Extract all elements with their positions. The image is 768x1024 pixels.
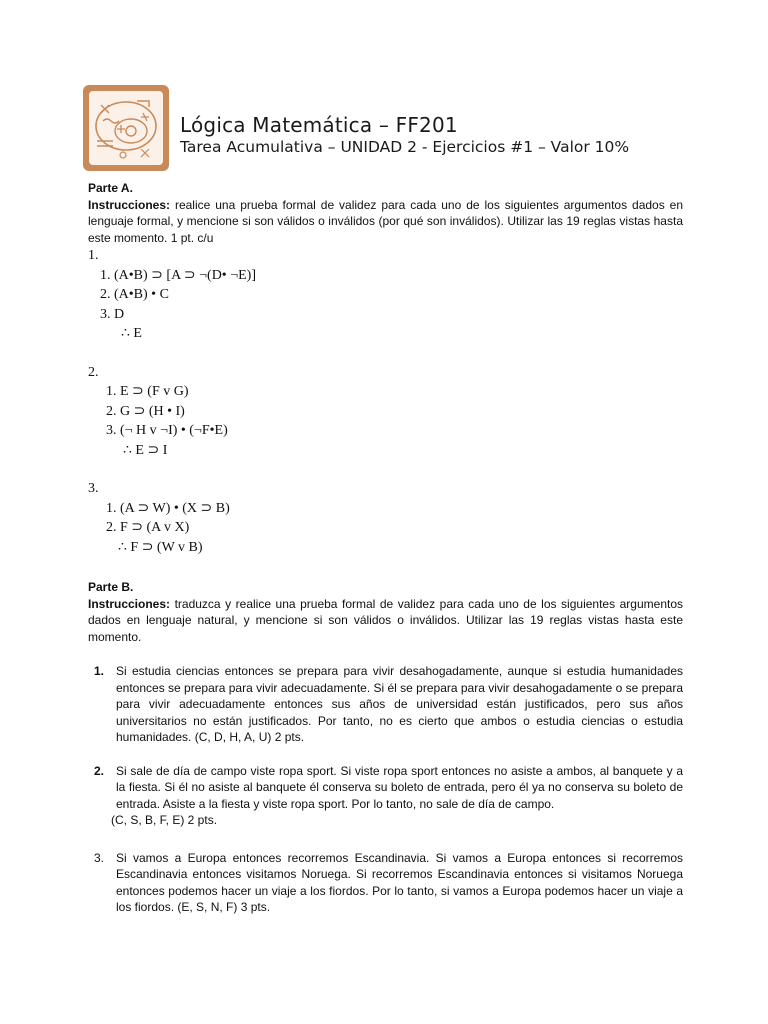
parte-b-instr-text: traduzca y realice una prueba formal de validez para cada uno de los siguientes argumentos dados en lenguaje natural, y mencione si son válidos o inválidos. Utilizar las 19 reglas vistas hasta este momento. [88,596,683,644]
conclusion-line: ∴ F ⊃ (W v B) [118,539,203,555]
exercise-number: 1. [88,248,99,263]
list-item [88,763,683,813]
exercise-number: 3. [88,481,99,496]
list-item-extra: (C, S, B, F, E) 2 pts. [111,813,218,827]
premise-line: 2. (A•B) • C [100,287,169,302]
conclusion-line: ∴ E ⊃ I [123,442,168,458]
premise-line: 1. (A•B) ⊃ [A ⊃ ¬(D• ¬E)] [100,267,256,283]
exercise-2 [88,363,683,461]
parte-a-instr-label: Instrucciones: [88,197,171,212]
list-item-number: 1. [94,664,105,678]
list-item-text: Si vamos a Europa entonces recorremos Escandinavia. Si vamos a Europa entonces si recorremos Escandinavia entonces visitamos Noruega. Si recorremos Escandinavia entonces si visitamos Noruega entonces podemos hacer un viaje a los fiordos. Por lo tanto, si vamos a Europa podemos hacer un viaje a los fiordos. (E, S, N, F) 3 pts. [116,850,683,914]
premise-line: 1. (A ⊃ W) • (X ⊃ B) [106,500,230,516]
premise-line: 3. D [100,306,125,322]
parte-b-heading: Parte B. [88,580,134,594]
page-subtitle: Tarea Acumulativa – UNIDAD 2 - Ejercicios #1 – Valor 10% [180,138,630,156]
exercise-1 [88,246,683,344]
parte-b-instr-label: Instrucciones: [88,596,171,611]
page-title: Lógica Matemática – FF201 [180,113,458,137]
list-item-number: 3. [94,850,105,865]
premise-line: 2. G ⊃ (H • I) [106,403,185,419]
document-body [88,180,683,916]
parte-a-instr-text: realice una prueba formal de validez para cada uno de los siguientes argumentos dados en lenguaje formal, y mencione si son válidos o inválidos (por qué son inválidos). Utilizar las 19 reglas vistas hasta este momento. 1 pt. c/u [88,197,683,245]
premise-line: 2. F ⊃ (A v X) [106,520,190,535]
premise-line: 1. E ⊃ (F v G) [106,384,189,399]
list-item-text: Si estudia ciencias entonces se prepara para vivir desahogadamente, aunque si estudia humanidades entonces se prepara para vivir adecuadamente. Si él se prepara para vivir desahogadamente o se prepara para vivir adecuadamente entonces sus años de universidad están justificados, pero sus años universitarios no están justificados. Por tanto, no es cierto que ambos o estudia ciencias o estudia humanidades. (C, D, H, A, U) 2 pts. [116,664,684,744]
parte-a-instructions [88,197,683,247]
list-item [88,850,683,916]
list-item [88,663,683,746]
logic-symbols-logo-icon [83,85,169,171]
parte-b-instructions [88,596,683,646]
list-item-text: Si sale de día de campo viste ropa sport. Si viste ropa sport entonces no asiste a ambos, al banquete y a la fiesta. Si él no asiste al banquete él conserva su boleto de entrada, pero él ya no conserva su boleto de entrada. Asiste a la fiesta y viste ropa sport. Por lo tanto, no sale de día de campo. [116,763,683,811]
exercise-3 [88,479,683,557]
parte-a-heading: Parte A. [88,181,133,195]
conclusion-line: ∴ E [121,326,142,341]
list-item-number: 2. [94,763,105,778]
premise-line: 3. (¬ H v ¬I) • (¬F•E) [106,423,228,438]
exercise-number: 2. [88,364,99,380]
